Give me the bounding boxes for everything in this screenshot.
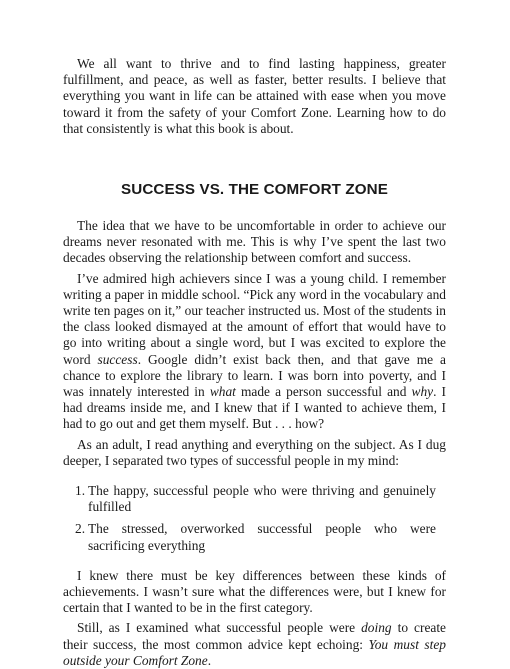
list-number: 1. (75, 483, 86, 499)
paragraph-adult-reading: As an adult, I read anything and everything on the subject. As I dug deeper, I separated two types of successful people in my mind: (63, 436, 446, 468)
intro-paragraph: We all want to thrive and to find lasting happiness, greater fulfillment, and peace, as well as faster, better results. I believe that everything you want in life can be attained with ease when you move toward it from the safety of your Comfort Zone. Learning how to do that consistently is what this book is about. (63, 56, 446, 136)
list-item-text: The happy, successful people who were thriving and genuinely fulfilled (88, 483, 436, 515)
list-item (63, 483, 446, 515)
paragraph-comfort-success: The idea that we have to be uncomfortable in order to achieve our dreams never resonated with me. This is why I’ve spent the last two decades observing the relationship between comfort and success. (63, 218, 446, 266)
text-run: . Google didn’t exist back then, and that gave me a chance to explore the library to learn. I was born into poverty, and I was innately interested in (63, 351, 447, 400)
text-run: made a person successful and (235, 384, 412, 400)
types-list (63, 483, 446, 554)
paragraph-high-achievers (63, 271, 446, 433)
italic-word-what: what (209, 384, 236, 400)
text-run: . (207, 652, 212, 668)
italic-quote-advice: You must step outside your Comfort Zone (63, 636, 446, 668)
paragraph-common-advice (63, 620, 446, 669)
list-item-text: The stressed, overworked successful people who were sacrificing everything (88, 521, 436, 553)
text-run: I’ve admired high achievers since I was a young child. I remember writing a paper in middle school. “Pick any word in the vocabulary and write ten pages on it,” our teacher instructed us. Most of the students in the class looked dismayed at the amount of effort that would have to go into writing about a single word, but I was excited to explore the word (63, 270, 446, 367)
text-run: to create their success, the most common advice kept echoing: (63, 620, 446, 652)
paragraph-key-differences: I knew there must be key differences between these kinds of achievements. I wasn’t sure what the differences were, but I knew for certain that I wanted to be in the first category. (63, 567, 446, 616)
section-heading: SUCCESS VS. THE COMFORT ZONE (121, 181, 388, 199)
text-run: Still, as I examined what successful people were (77, 620, 362, 636)
italic-word-doing: doing (361, 620, 392, 636)
text-run: . I had dreams inside me, and I knew that if I wanted to achieve them, I had to go out and get them myself. But . . . how? (63, 384, 447, 432)
list-number: 2. (75, 521, 86, 537)
list-item (63, 521, 446, 553)
italic-word-why: why (411, 384, 434, 400)
italic-word-success: success (97, 351, 138, 367)
